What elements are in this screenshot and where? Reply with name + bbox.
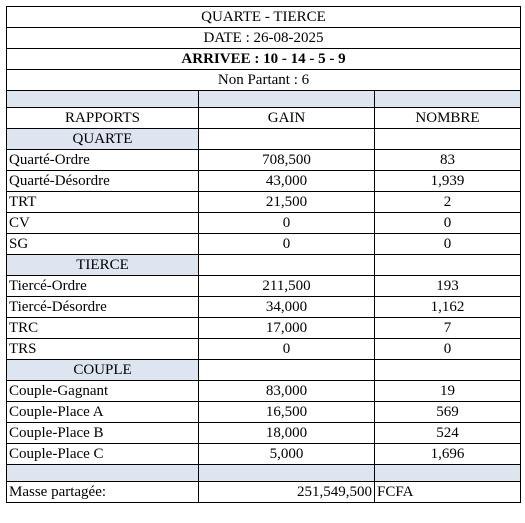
spacer-cell <box>199 465 375 482</box>
rapport-label: Couple-Place C <box>7 444 199 465</box>
non-partant-row <box>7 70 521 91</box>
empty-cell <box>199 255 375 276</box>
gain-value: 0 <box>199 339 375 360</box>
gain-value: 21,500 <box>199 192 375 213</box>
table-row <box>7 318 521 339</box>
gain-value: 18,000 <box>199 423 375 444</box>
section-header-row <box>7 255 521 276</box>
spacer-cell <box>375 465 521 482</box>
empty-cell <box>375 360 521 381</box>
table-row <box>7 234 521 255</box>
table-row <box>7 444 521 465</box>
spacer-row <box>7 465 521 482</box>
nombre-value: 2 <box>375 192 521 213</box>
table-row <box>7 402 521 423</box>
gain-value: 43,000 <box>199 171 375 192</box>
spacer-cell <box>7 465 199 482</box>
nombre-value: 0 <box>375 213 521 234</box>
title-row <box>7 7 521 28</box>
date-row <box>7 28 521 49</box>
gain-value: 708,500 <box>199 150 375 171</box>
gain-value: 5,000 <box>199 444 375 465</box>
nombre-value: 569 <box>375 402 521 423</box>
nombre-value: 193 <box>375 276 521 297</box>
race-date: DATE : 26-08-2025 <box>7 28 521 49</box>
nombre-value: 1,939 <box>375 171 521 192</box>
gain-value: 211,500 <box>199 276 375 297</box>
masse-currency: FCFA <box>375 482 521 503</box>
rapport-label: CV <box>7 213 199 234</box>
rapport-label: Quarté-Désordre <box>7 171 199 192</box>
spacer-cell <box>375 91 521 108</box>
spacer-row <box>7 91 521 108</box>
section-header-row <box>7 129 521 150</box>
spacer-cell <box>199 91 375 108</box>
table-row <box>7 339 521 360</box>
column-header-rapports: RAPPORTS <box>7 108 199 129</box>
table-row <box>7 297 521 318</box>
table-row <box>7 192 521 213</box>
masse-value: 251,549,500 <box>199 482 375 503</box>
nombre-value: 7 <box>375 318 521 339</box>
rapport-label: Couple-Gagnant <box>7 381 199 402</box>
empty-cell <box>199 129 375 150</box>
table-row <box>7 276 521 297</box>
non-partant: Non Partant : 6 <box>7 70 521 91</box>
masse-label: Masse partagée: <box>7 482 199 503</box>
rapport-label: Tiercé-Ordre <box>7 276 199 297</box>
section-header-row <box>7 360 521 381</box>
empty-cell <box>199 360 375 381</box>
rapport-label: Tiercé-Désordre <box>7 297 199 318</box>
rapport-label: Couple-Place B <box>7 423 199 444</box>
rapport-label: Quarté-Ordre <box>7 150 199 171</box>
nombre-value: 524 <box>375 423 521 444</box>
nombre-value: 19 <box>375 381 521 402</box>
column-header-row <box>7 108 521 129</box>
section-title: QUARTE <box>7 129 199 150</box>
empty-cell <box>375 255 521 276</box>
nombre-value: 83 <box>375 150 521 171</box>
nombre-value: 0 <box>375 339 521 360</box>
rapport-label: SG <box>7 234 199 255</box>
nombre-value: 0 <box>375 234 521 255</box>
rapport-label: TRT <box>7 192 199 213</box>
rapport-label: TRS <box>7 339 199 360</box>
spacer-cell <box>7 91 199 108</box>
race-title: QUARTE - TIERCE <box>7 7 521 28</box>
table-row <box>7 213 521 234</box>
rapport-label: Couple-Place A <box>7 402 199 423</box>
column-header-nombre: NOMBRE <box>375 108 521 129</box>
results-table <box>6 6 521 503</box>
arrivee-row <box>7 49 521 70</box>
gain-value: 34,000 <box>199 297 375 318</box>
table-row <box>7 423 521 444</box>
section-title: TIERCE <box>7 255 199 276</box>
gain-value: 17,000 <box>199 318 375 339</box>
section-title: COUPLE <box>7 360 199 381</box>
table-row <box>7 150 521 171</box>
gain-value: 16,500 <box>199 402 375 423</box>
empty-cell <box>375 129 521 150</box>
nombre-value: 1,696 <box>375 444 521 465</box>
gain-value: 0 <box>199 213 375 234</box>
column-header-gain: GAIN <box>199 108 375 129</box>
table-row <box>7 171 521 192</box>
gain-value: 83,000 <box>199 381 375 402</box>
gain-value: 0 <box>199 234 375 255</box>
rapport-label: TRC <box>7 318 199 339</box>
table-row <box>7 381 521 402</box>
footer-row <box>7 482 521 503</box>
nombre-value: 1,162 <box>375 297 521 318</box>
arrivee-result: ARRIVEE : 10 - 14 - 5 - 9 <box>7 49 521 70</box>
